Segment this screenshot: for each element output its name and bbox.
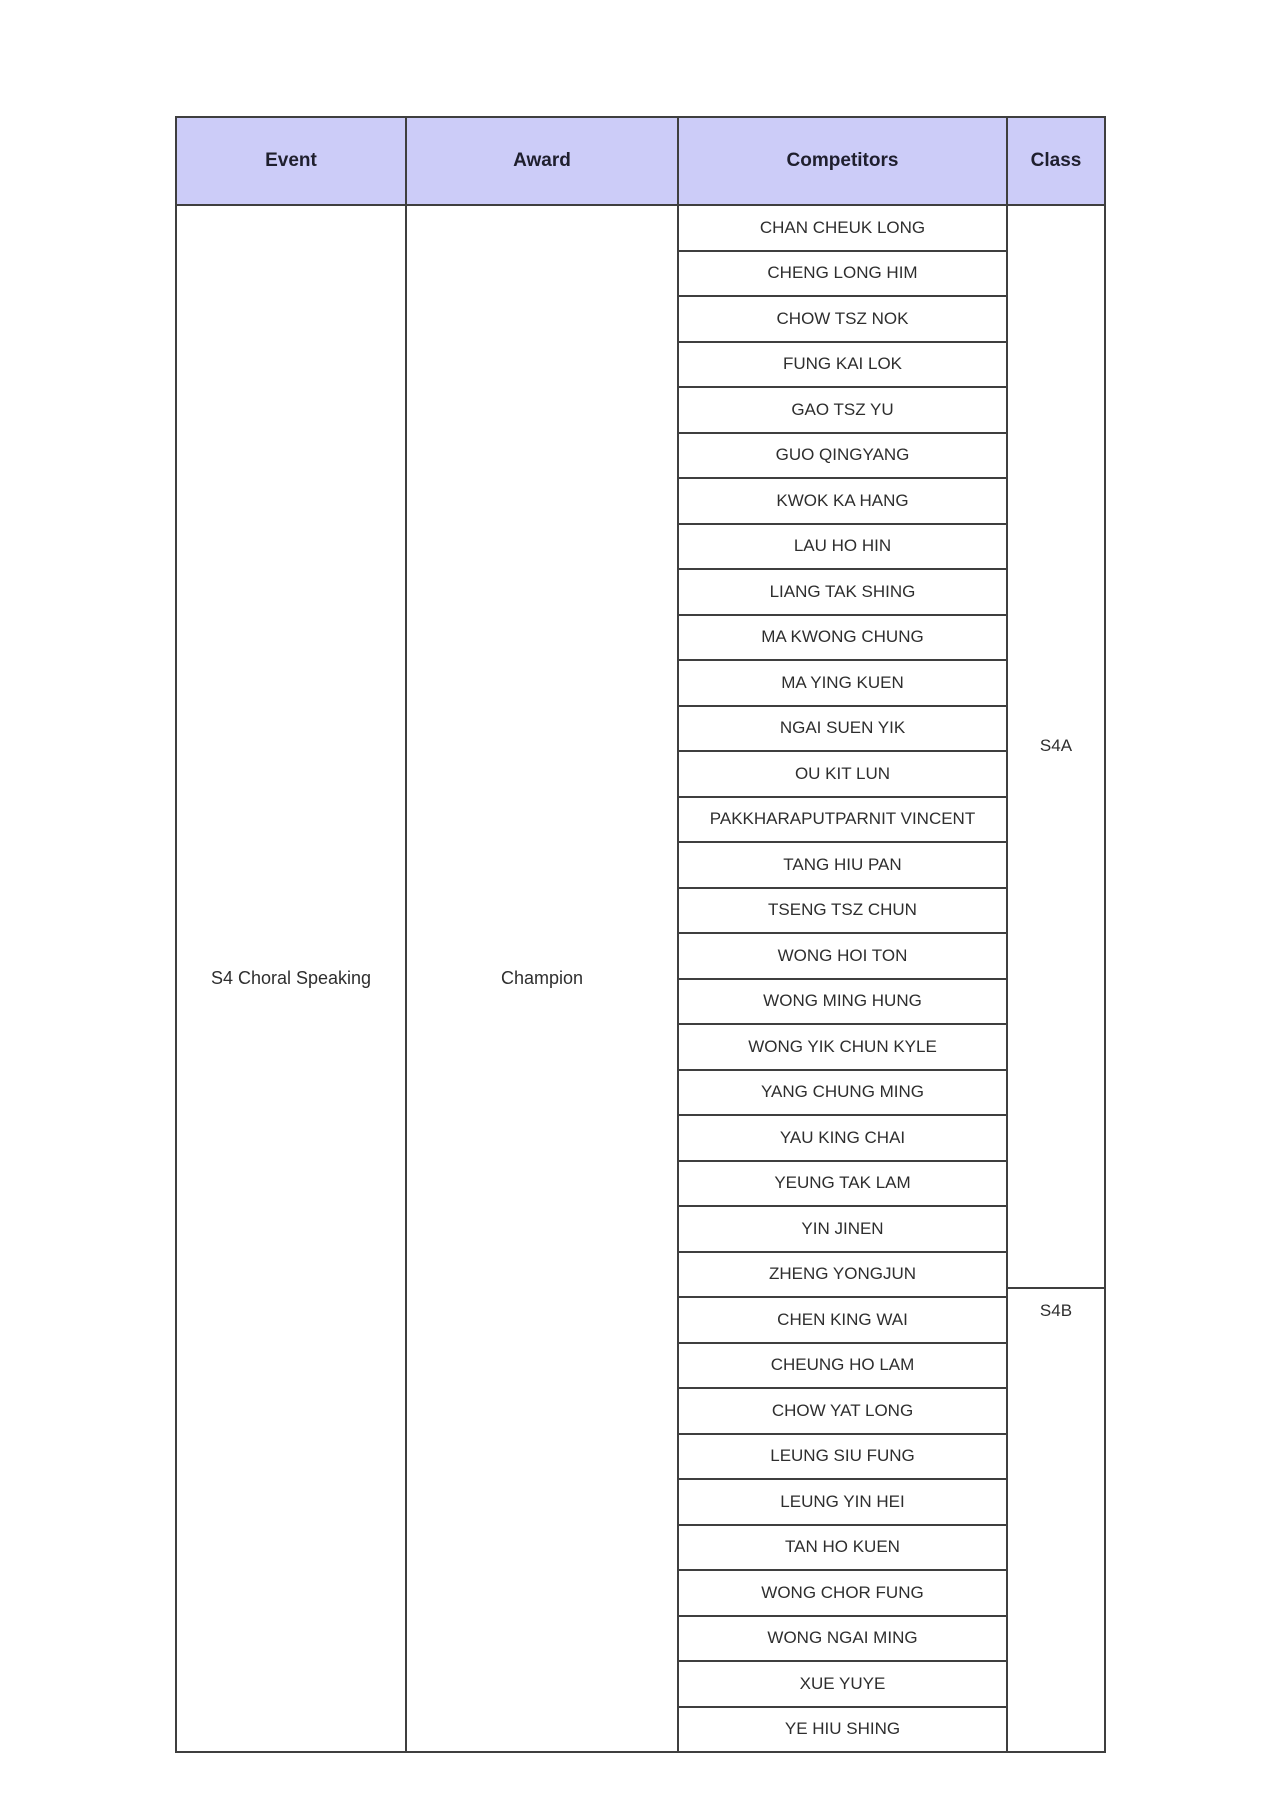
- competitor-cell: LIANG TAK SHING: [679, 570, 1006, 616]
- competitor-cell: KWOK KA HANG: [679, 479, 1006, 525]
- class-column: [1008, 206, 1104, 1751]
- competitor-cell: TAN HO KUEN: [679, 1526, 1006, 1572]
- header-competitors: Competitors: [679, 118, 1008, 204]
- competitor-cell: GUO QINGYANG: [679, 434, 1006, 480]
- award-cell: Champion: [407, 206, 679, 1751]
- competitor-cell: YAU KING CHAI: [679, 1116, 1006, 1162]
- header-class: Class: [1030, 150, 1082, 171]
- competitor-cell: CHEUNG HO LAM: [679, 1344, 1006, 1390]
- table-header-row: [177, 118, 1104, 206]
- header-event: Event: [177, 118, 407, 204]
- competitor-cell: MA YING KUEN: [679, 661, 1006, 707]
- competitor-cell: WONG YIK CHUN KYLE: [679, 1025, 1006, 1071]
- competitor-cell: CHEN KING WAI: [679, 1298, 1006, 1344]
- competitor-cell: TANG HIU PAN: [679, 843, 1006, 889]
- competitor-cell: WONG CHOR FUNG: [679, 1571, 1006, 1617]
- award-results-table: [175, 116, 1106, 1753]
- competitor-cell: LEUNG YIN HEI: [679, 1480, 1006, 1526]
- class-cell-s4b: S4B: [1039, 1300, 1073, 1320]
- competitor-cell: LEUNG SIU FUNG: [679, 1435, 1006, 1481]
- competitor-cell: OU KIT LUN: [679, 752, 1006, 798]
- competitor-cell: ZHENG YONGJUN: [679, 1253, 1006, 1299]
- header-award: Award: [407, 118, 679, 204]
- competitor-cell: YEUNG TAK LAM: [679, 1162, 1006, 1208]
- event-cell: S4 Choral Speaking: [177, 206, 407, 1751]
- table-body: [177, 206, 1104, 1751]
- competitor-cell: CHOW YAT LONG: [679, 1389, 1006, 1435]
- competitor-cell: TSENG TSZ CHUN: [679, 889, 1006, 935]
- competitor-cell: WONG HOI TON: [679, 934, 1006, 980]
- competitor-cell: YE HIU SHING: [784, 1719, 901, 1739]
- competitors-column: [679, 206, 1008, 1751]
- competitor-cell: PAKKHARAPUTPARNIT VINCENT: [679, 798, 1006, 844]
- competitor-cell: CHOW TSZ NOK: [679, 297, 1006, 343]
- competitor-cell: GAO TSZ YU: [679, 388, 1006, 434]
- competitor-cell: MA KWONG CHUNG: [679, 616, 1006, 662]
- competitor-cell: CHENG LONG HIM: [679, 252, 1006, 298]
- competitor-cell: CHAN CHEUK LONG: [679, 206, 1006, 252]
- competitor-cell: LAU HO HIN: [679, 525, 1006, 571]
- competitor-cell: WONG NGAI MING: [679, 1617, 1006, 1663]
- competitor-cell: YANG CHUNG MING: [679, 1071, 1006, 1117]
- competitor-cell: NGAI SUEN YIK: [679, 707, 1006, 753]
- competitor-cell: FUNG KAI LOK: [679, 343, 1006, 389]
- class-cell-s4a: S4A: [1008, 206, 1104, 1289]
- competitor-cell: WONG MING HUNG: [679, 980, 1006, 1026]
- competitor-cell: XUE YUYE: [679, 1662, 1006, 1708]
- competitor-cell: YIN JINEN: [679, 1207, 1006, 1253]
